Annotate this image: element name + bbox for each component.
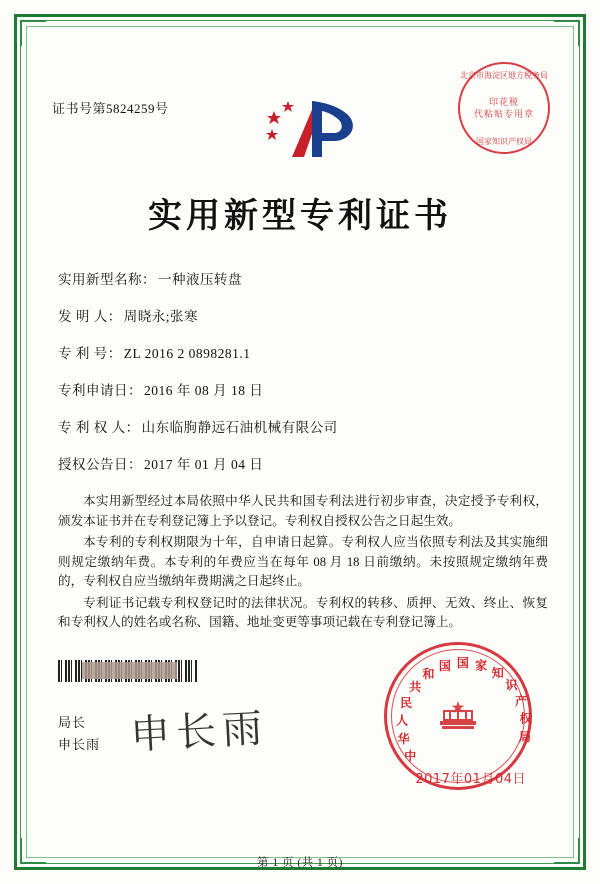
tax-stamp-line2: 代粘贴专用章 [473,109,534,119]
field-value: 山东临朐静远石油机械有限公司 [141,420,338,435]
page-title: 实用新型专利证书 [148,196,452,236]
legal-text-block [58,492,548,635]
page-footer: 第 1 页 (共 1 页) [256,857,344,869]
field-value: 2017 年 01 月 04 日 [144,457,264,472]
field-value: ZL 2016 2 0898281.1 [123,346,251,361]
official-seal-text: 中 华 人 民 共 和 国 国 家 知 识 产 权 局 [396,656,532,763]
field-row-application-date [58,379,550,399]
tax-stamp [458,62,550,154]
tax-stamp-line1: 印花税 [488,97,519,107]
barcode-redaction [82,662,177,679]
legal-paragraph-2: 本专利的专利权期限为十年，自申请日起算。专利权人应当依照专利法及其实施细则规定缴纳年费。本专利的年费应当在每年 08 月 18 日前缴纳。未按照规定缴纳年费的，专利权自应当缴纳年费期满之日起终止。 [58,535,548,588]
legal-paragraph-1: 本实用新型经过本局依照中华人民共和国专利法进行初步审查，决定授予专利权，颁发本证书并在专利登记簿上予以登记。专利权自授权公告之日起生效。 [58,494,548,528]
field-label: 发 明 人： [58,309,122,324]
tax-stamp-arc-bottom: 国家知识产权局 [476,137,532,146]
certificate-content [40,40,560,844]
patent-office-logo-icon [252,85,382,170]
field-row-patent-number [58,342,550,362]
tax-stamp-center [458,96,550,120]
director-name: 申长雨 [58,737,101,752]
certificate-number: 证书号第5824259号 [52,101,169,116]
field-label: 实用新型名称： [58,272,156,287]
seal-date: 2017年01月04日 [415,772,526,787]
field-row-patentee [58,416,550,436]
field-row-grant-date [58,453,550,473]
director-block [58,712,100,756]
director-label: 局长 [58,715,87,730]
field-label: 专 利 权 人： [58,420,140,435]
field-value: 一种液压转盘 [158,272,242,287]
legal-paragraph-3: 专利证书记载专利权登记时的法律状况。专利权的转移、质押、无效、终止、恢复和专利权人的姓名或名称、国籍、地址变更等事项记载在专利登记簿上。 [58,595,548,629]
field-value: 周晓永;张寒 [123,309,199,324]
field-label: 授权公告日： [58,457,142,472]
tax-stamp-arc-top: 北京市海淀区地方税务局 [460,71,548,80]
field-list [58,268,550,490]
field-row-utility-model-name [58,268,550,288]
field-label: 专利申请日： [58,383,142,398]
field-row-inventor [58,305,550,325]
field-label: 专 利 号： [58,346,122,361]
field-value: 2016 年 08 月 18 日 [144,383,264,398]
handwritten-signature: 申长雨 [129,705,270,759]
